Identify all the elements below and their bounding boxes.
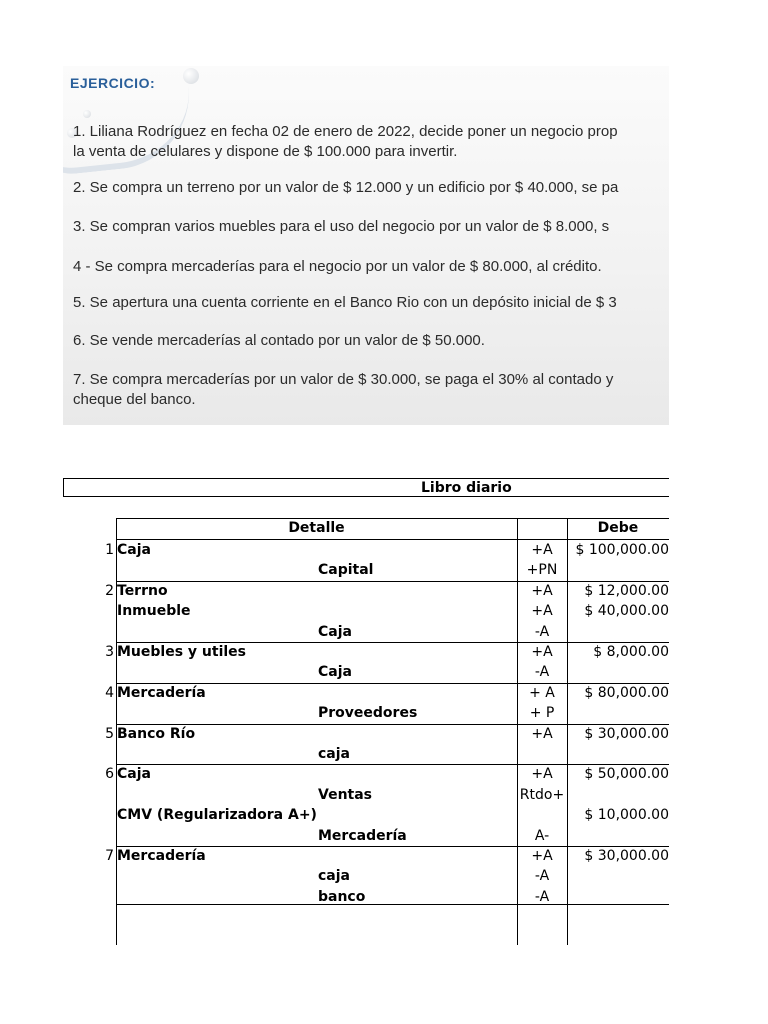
account-name: Ventas xyxy=(318,786,373,803)
column-header-detail: Detalle xyxy=(288,520,345,536)
account-name: Caja xyxy=(318,623,352,640)
account-name: banco xyxy=(318,888,366,905)
account-name: Caja xyxy=(318,664,352,681)
account-name: Caja xyxy=(117,766,151,783)
account-effect: A- xyxy=(534,827,550,844)
account-effect: +A xyxy=(531,848,553,864)
ledger-table xyxy=(116,518,669,945)
libro-diario-header xyxy=(63,478,669,497)
entry-number: 5 xyxy=(105,725,114,742)
exercise-item-4: 4 - Se compra mercaderías para el negocio por un valor de $ 80.000, al crédito. xyxy=(73,258,602,275)
debit-amount: $ 100,000.00 xyxy=(575,542,669,558)
account-effect: +A xyxy=(531,725,553,742)
entry-number: 1 xyxy=(105,542,114,558)
debit-amount: $ 8,000.00 xyxy=(593,644,669,660)
exercise-item-1-cont: la venta de celulares y dispone de $ 100.000 para invertir. xyxy=(73,143,458,160)
account-name: Banco Río xyxy=(117,725,196,742)
account-name: Inmueble xyxy=(117,603,191,620)
exercise-item-5: 5. Se apertura una cuenta corriente en el Banco Rio con un depósito inicial de $ 3 xyxy=(73,294,617,311)
debit-amount: $ 40,000.00 xyxy=(584,603,669,620)
account-name: Muebles y utiles xyxy=(117,644,247,660)
row-divider xyxy=(116,846,669,847)
account-name: Proveedores xyxy=(318,705,418,722)
account-name: Terrno xyxy=(117,582,168,599)
entry-number: 4 xyxy=(105,684,114,701)
row-divider xyxy=(116,904,669,905)
account-name: Mercadería xyxy=(318,827,407,844)
exercise-item-7-cont: cheque del banco. xyxy=(73,391,196,408)
account-effect: +A xyxy=(531,582,553,599)
account-name: Mercadería xyxy=(117,848,206,864)
account-effect: Rtdo+ xyxy=(519,786,565,803)
decorative-bubble xyxy=(83,110,91,118)
entry-number: 3 xyxy=(105,644,114,660)
exercise-title: EJERCICIO: xyxy=(70,75,156,91)
debit-amount: $ 50,000.00 xyxy=(584,766,669,783)
exercise-item-1: 1. Liliana Rodríguez en fecha 02 de enero de 2022, decide poner un negocio prop xyxy=(73,123,618,140)
account-name: caja xyxy=(318,746,350,762)
account-effect: -A xyxy=(534,664,550,681)
exercise-item-6: 6. Se vende mercaderías al contado por un valor de $ 50.000. xyxy=(73,332,485,349)
account-effect: +PN xyxy=(526,562,558,579)
entry-number: 2 xyxy=(105,582,114,599)
row-divider xyxy=(116,683,669,684)
account-name: Caja xyxy=(117,542,151,558)
account-name: Capital xyxy=(318,562,374,579)
entry-number: 6 xyxy=(105,766,114,783)
exercise-item-3: 3. Se compran varios muebles para el uso del negocio por un valor de $ 8.000, s xyxy=(73,218,610,235)
row-divider xyxy=(116,642,669,643)
debit-amount: $ 30,000.00 xyxy=(584,725,669,742)
account-effect: +A xyxy=(531,542,553,558)
decorative-bubble xyxy=(183,68,199,84)
debit-amount: $ 10,000.00 xyxy=(584,807,669,824)
account-effect: -A xyxy=(534,623,550,640)
row-divider xyxy=(116,581,669,582)
account-effect: +A xyxy=(531,644,553,660)
account-name: caja xyxy=(318,868,350,885)
debit-amount: $ 80,000.00 xyxy=(584,684,669,701)
account-effect: + A xyxy=(529,684,555,701)
exercise-item-7: 7. Se compra mercaderías por un valor de $ 30.000, se paga el 30% al contado y xyxy=(73,371,614,388)
row-divider xyxy=(116,724,669,725)
account-effect: +A xyxy=(531,603,553,620)
account-name: CMV (Regularizadora A+) xyxy=(117,807,317,824)
debit-amount: $ 12,000.00 xyxy=(584,582,669,599)
exercise-item-2: 2. Se compra un terreno por un valor de $ 12.000 y un edificio por $ 40.000, se pa xyxy=(73,179,619,196)
account-effect: +A xyxy=(531,766,553,783)
debit-amount: $ 30,000.00 xyxy=(584,848,669,864)
row-divider xyxy=(116,764,669,765)
libro-diario-title: Libro diario xyxy=(421,480,512,496)
account-name: Mercadería xyxy=(117,684,206,701)
account-effect: -A xyxy=(534,868,550,885)
account-effect: + P xyxy=(529,705,555,722)
account-effect: -A xyxy=(534,888,550,905)
entry-number: 7 xyxy=(105,848,114,864)
exercise-image xyxy=(63,66,669,425)
column-header-debit: Debe xyxy=(597,520,639,536)
